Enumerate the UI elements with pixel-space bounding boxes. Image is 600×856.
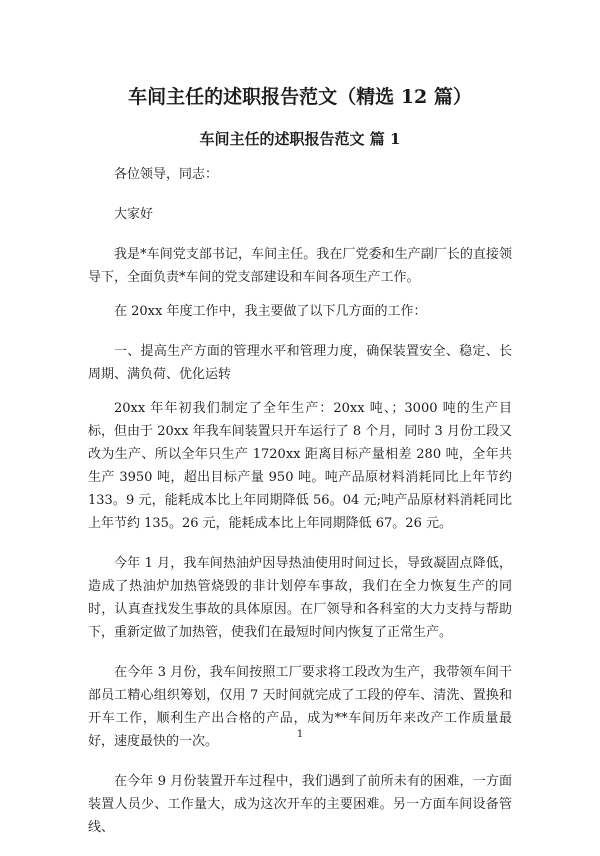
section-title: 车间主任的述职报告范文 篇 1 [199, 130, 401, 148]
paragraph-january: 今年 1 月，我车间热油炉因导热油使用时间过长，导致凝固点降低，造成了热油炉加热管烧毁的非计划停车事故，我们在全力恢复生产的同时，认真查找发生事故的具体原因。在厂领导和各科室的大力支持与帮助下，重新定做了加热管，使我们在最短时间内恢复了正常生产。 [88, 556, 512, 640]
paragraph-section-one: 一、提高生产方面的管理水平和管理力度，确保装置安全、稳定、长周期、满负荷、优化运转 [88, 344, 512, 382]
page-number: 1 [296, 729, 304, 740]
paragraph-salutation: 大家好 [114, 207, 154, 222]
document-body [88, 163, 512, 856]
paragraph-september: 在今年 9 月份装置开车过程中，我们遇到了前所未有的困难，一方面装置人员少、工作量大，成为这次开车的主要困难。另一方面车间设备管线、 [88, 774, 512, 835]
paragraph-greeting: 各位领导，同志： [114, 167, 219, 182]
paragraph-overview: 在 20xx 年度工作中，我主要做了以下几方面的工作： [114, 304, 427, 319]
paragraph-production: 20xx 年年初我们制定了全年生产：20xx 吨、；3000 吨的生产目标，但由于 20xx 年我车间装置只开车运行了 8 个月，同时 3 月份工段又改为生产、所以全年只生产 1720xx 距离目标产量相差 280 吨，全年共生产 3950 吨，超出目标产量 950 吨。吨产品原材料消耗同比上年节约 133。9 元，能耗成本比上年同期降低 56。04 元;吨产品原材料消耗同比上年节约 135。26 元，能耗成本比上年同期降低 67。26 元。 [88, 401, 512, 531]
paragraph-march: 在今年 3 月份，我车间按照工厂要求将工段改为生产，我带领车间干部员工精心组织筹划，仅用 7 天时间就完成了工段的停车、清洗、置换和开车工作，顺利生产出合格的产品，成为**车间历年来改产工作质量最好，速度最快的一次。 [88, 665, 512, 749]
paragraph-intro: 我是*车间党支部书记，车间主任。我在厂党委和生产副厂长的直接领导下，全面负责*车间的党支部建设和车间各项生产工作。 [88, 247, 512, 285]
document-title: 车间主任的述职报告范文（精选 12 篇） [128, 86, 472, 108]
